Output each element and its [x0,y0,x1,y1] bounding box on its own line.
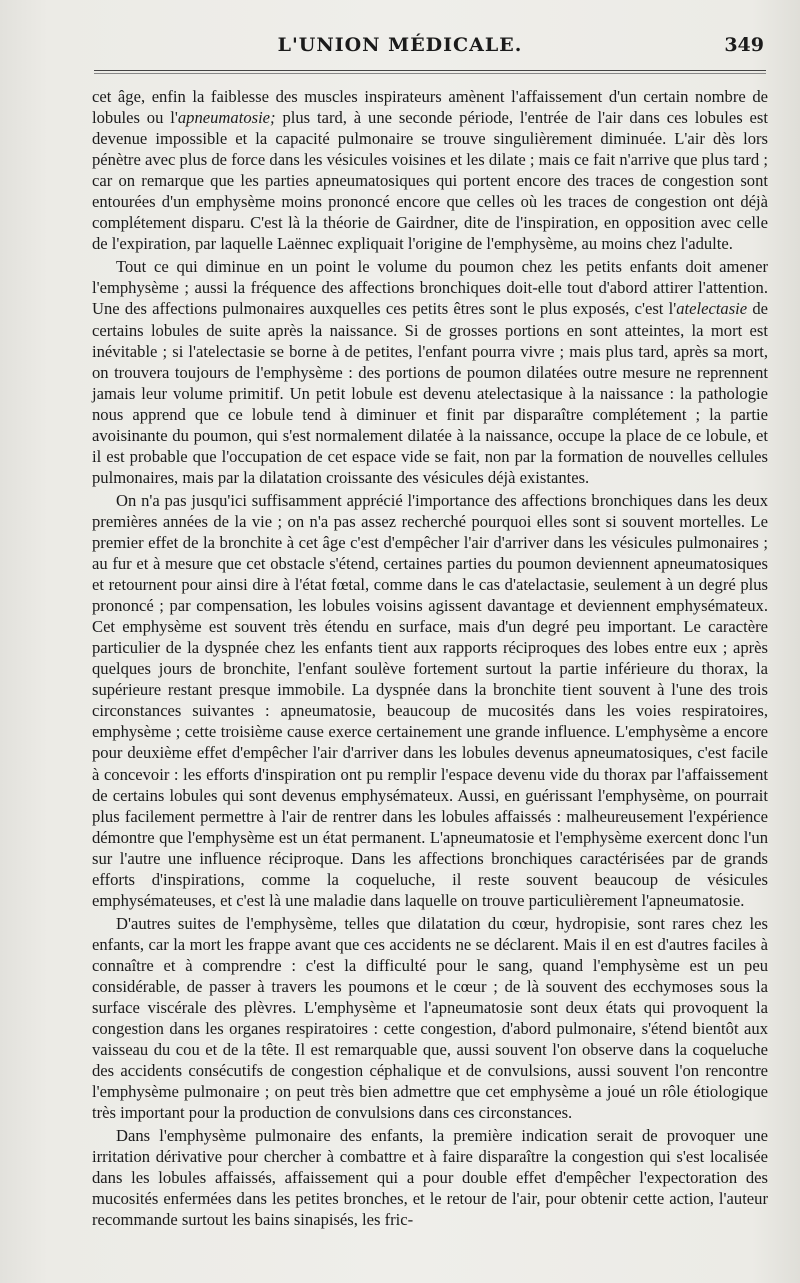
journal-title: L'UNION MÉDICALE. [277,34,523,56]
header-rule [94,70,766,71]
article-body [92,86,768,1231]
paragraph: Dans l'emphysème pulmonaire des enfants, la première indication serait de provoquer une irritation dérivative pour chercher à combattre et à faire disparaître la congestion qui s'est localisée dans les lobules affaissés, affaissement qui a pour double effet d'empêcher l'expectoration des mucosités enfermées dans les petites bronches, et le retour de l'air, pour obtenir cette action, l'auteur recommande surtout les bains sinapisés, les fric- [92,1126,768,1230]
paragraph: D'autres suites de l'emphysème, telles que dilatation du cœur, hydropisie, sont rares chez les enfants, car la mort les frappe avant que ces accidents ne se déclarent. Mais il en est d'autres faciles à connaître et à comprendre : c'est la difficulté pour le sang, quand l'emphysème est un peu considérable, de passer à travers les poumons et le cœur ; de là souvent des ecchymoses sous la surface viscérale des plèvres. L'emphysème et l'apneumatosie sont deux états qui provoquent la congestion dans les organes respiratoires : cette congestion, d'abord pulmonaire, s'étend bientôt aux vaisseau du cou et de la tête. Il est remarquable que, aussi souvent l'on observe dans la coqueluche des accidents consécutifs de congestion céphalique et de convulsions, aussi souvent l'on rencontre l'emphysème pulmonaire ; on peut très bien admettre que cet emphysème a joué un rôle étiologique très important pour la production de convulsions dans ces circonstances. [92,913,768,1123]
paragraph: Tout ce qui diminue en un point le volume du poumon chez les petits enfants doit amener l'emphysème ; aussi la fréquence des affections bronchiques doit-elle tout d'abord attirer l'attention. Une des affections pulmonaires auxquelles ces petits êtres sont le plus exposés, c'est l'atelectasie de certains lobules de suite après la naissance. Si de grosses portions en sont atteintes, la mort est inévitable ; si l'atelectasie se borne à de petites, l'enfant pourra vivre ; mais plus tard, après sa mort, on trouvera toujours de l'emphysème : des portions de poumon dilatées outre mesure ne reprennent jamais leur volume primitif. Un petit lobule est devenu atelectasique à la naissance : la pathologie nous apprend que ce lobule tend à diminuer et finit par disparaître complétement ; la partie avoisinante du poumon, qui s'est normalement dilatée à la naissance, occupe la place de ce lobule, et il est probable que l'occupation de cet espace vide se fait, non par la formation de nouvelles cellules pulmonaires, mais par la dilatation croissante des vésicules déjà existantes. [92,257,769,487]
header-rule-secondary [94,73,766,74]
italic-term: apneumatosie; [177,108,276,128]
paragraph: On n'a pas jusqu'ici suffisamment apprécié l'importance des affections bronchiques dans les deux premières années de la vie ; on n'a pas assez recherché pourquoi elles sont si souvent mortelles. Le premier effet de la bronchite à cet âge c'est d'empêcher l'air d'arriver dans les vésicules pulmonaires ; au fur et à mesure que cet obstacle s'étend, certaines parties du poumon deviennent apneumatosiques et retournent pour ainsi dire à l'état fœtal, comme dans le cas d'atelactasie, seulement à un degré plus prononcé ; par compensation, les lobules voisins agissent davantage et deviennent emphysémateux. Cet emphysème est souvent très étendu en surface, mais d'un degré peu important. Le caractère particulier de la dyspnée chez les enfants tient aux rapports réciproques des lobes entre eux ; après quelques jours de bronchite, l'enfant soulève fortement surtout la partie inférieure du thorax, la supérieure restant presque immobile. La dyspnée dans la bronchite tient souvent à l'une des trois circonstances suivantes : apneumatosie, beaucoup de mucosités dans les voies respiratoires, emphysème ; cette troisième cause exerce certainement une grande influence. L'emphysème a encore pour deuxième effet d'empêcher l'air d'arriver dans les lobules devenus apneumatosiques, c'est facile à concevoir : les efforts d'inspiration ont pu remplir l'espace devenu vide du thorax par l'affaissement de certains lobules qui sont devenus emphysémateux. Aussi, en guérissant l'emphysème, on pourrait plus facilement permettre à l'air de rentrer dans les lobules affaissés : malheureusement l'expérience démontre que l'emphysème est un état permanent. L'apneumatosie et l'emphysème exercent donc l'un sur l'autre une influence réciproque. Dans les affections bronchiques caractérisées par de grands efforts d'inspirations, comme la coqueluche, il reste souvent beaucoup de vésicules emphysémateuses, et c'est là une maladie dans laquelle on trouve particulièrement l'apneumatosie. [92,490,768,910]
running-head [0,34,800,66]
page-number: 349 [724,34,764,56]
italic-term: atelectasie [676,299,748,319]
paragraph: cet âge, enfin la faiblesse des muscles inspirateurs amènent l'affaissement d'un certain nombre de lobules ou l'apneumatosie; plus tard, à une seconde période, l'entrée de l'air dans ces lobules est devenue impossible et la capacité pulmonaire se trouve singulièrement diminuée. L'air dès lors pénètre avec plus de force dans les vésicules voisines et les dilate ; mais ce fait n'arrive que plus tard ; car on remarque que les parties apneumatosiques qui portent encore des traces de congestion sont entourées d'un emphysème moins prononcé encore que celles où les traces de congestion ont déjà complétement disparu. C'est là la théorie de Gairdner, dite de l'inspiration, en opposition avec celle de l'expiration, par laquelle Laënnec expliquait l'origine de l'emphysème, au moins chez l'adulte. [92,87,768,254]
